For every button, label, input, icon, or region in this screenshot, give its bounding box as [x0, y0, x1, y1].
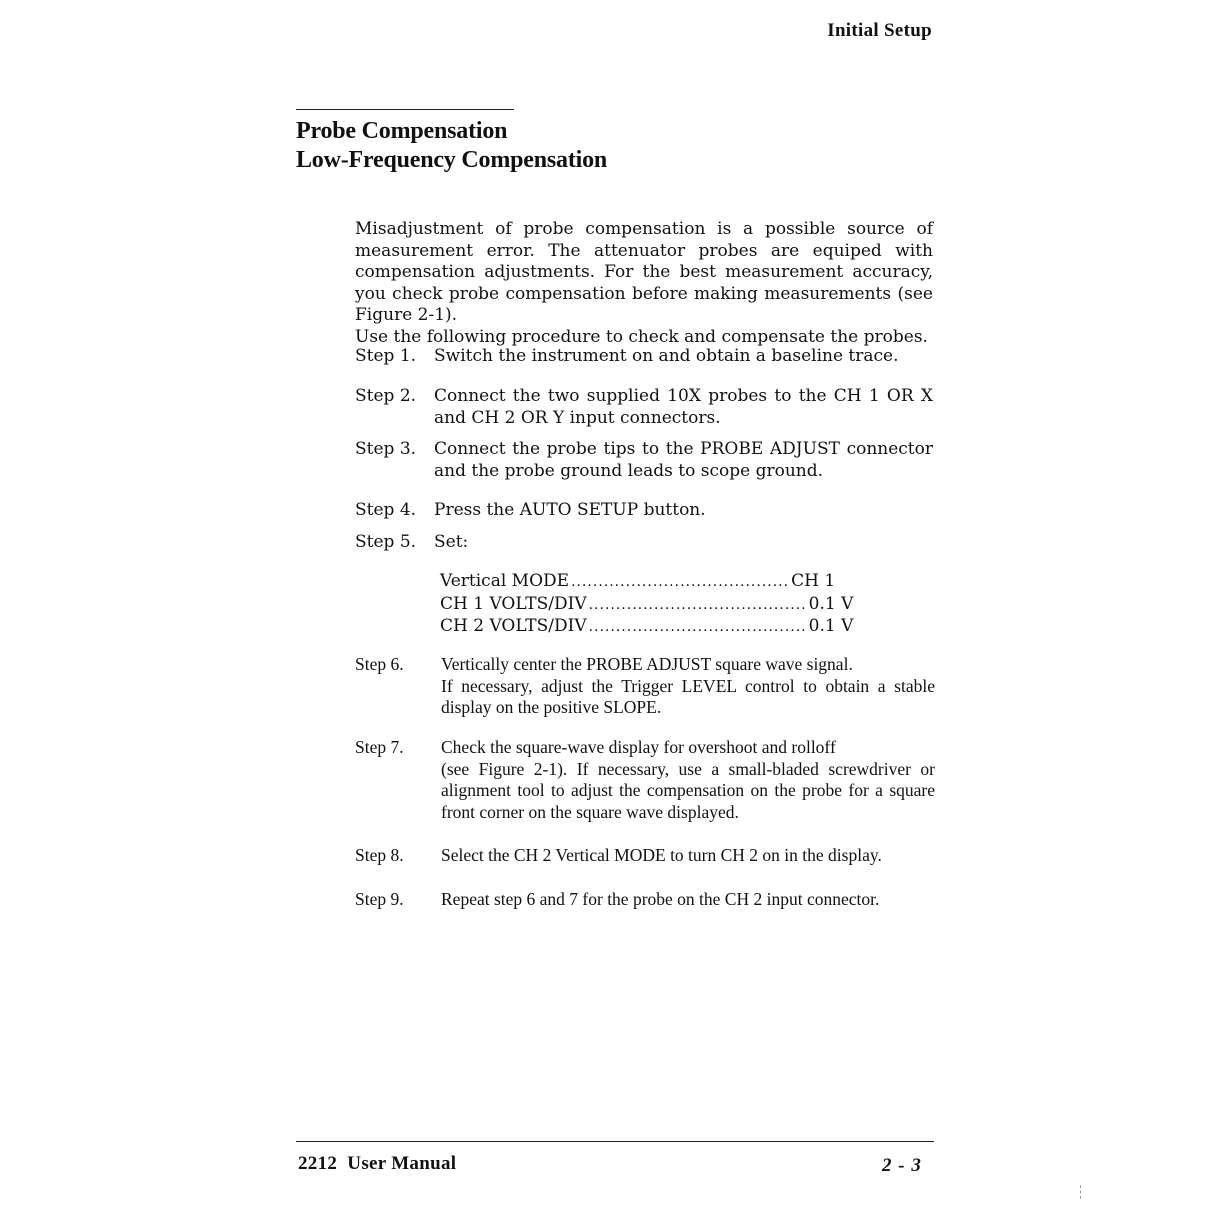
step-number: Step 4. [355, 500, 417, 520]
step-text: Connect the two supplied 10X probes to the CH 1 OR X and CH 2 OR Y input connectors. [434, 386, 933, 428]
step-text-continuation: (see Figure 2-1). If necessary, use a small-bladed screwdriver or alignment tool to adjust the compensation on the probe for a square front corner on the square wave displayed. [441, 758, 935, 822]
setting-leader-dots: ........................................ [588, 619, 807, 635]
setting-row-ch2-volts-div [440, 616, 854, 639]
step-number: Step 7. [355, 737, 404, 757]
step-text: Repeat step 6 and 7 for the probe on the CH 2 input connector. [441, 889, 880, 909]
footer-page-number: 2 - 3 [882, 1155, 922, 1176]
setting-label: Vertical MODE [440, 571, 570, 591]
step-number: Step 8. [355, 845, 404, 865]
setting-value: 0.1 V [808, 616, 854, 636]
step-text [441, 654, 935, 719]
footer-manual-title: 2212 User Manual [298, 1153, 457, 1174]
step-text: Select the CH 2 Vertical MODE to turn CH 2 on in the display. [441, 845, 882, 865]
step-number: Step 9. [355, 889, 404, 909]
step-text: Connect the probe tips to the PROBE ADJUST connector and the probe ground leads to scope ground. [434, 439, 933, 481]
setting-label: CH 1 VOLTS/DIV [440, 593, 587, 614]
setting-value: CH 1 [791, 571, 836, 591]
section-title-line-2: Low-Frequency Compensation [296, 147, 608, 173]
setting-leader-dots: ........................................ [571, 574, 790, 590]
section-title [296, 117, 607, 175]
scan-mark [1080, 1185, 1082, 1199]
setting-row-vertical-mode [440, 571, 836, 594]
step-text: Set: [434, 532, 469, 552]
running-head: Initial Setup [827, 20, 932, 41]
step-text-continuation: If necessary, adjust the Trigger LEVEL control to obtain a stable display on the positive SLOPE. [441, 675, 935, 717]
section-title-line-1: Probe Compensation [296, 118, 508, 144]
procedure-line: Use the following procedure to check and compensate the probes. [355, 326, 928, 347]
intro-text [355, 219, 933, 348]
step-number: Step 5. [355, 532, 417, 552]
step-text-line: Check the square-wave display for overshoot and rolloff [441, 737, 836, 757]
step-number: Step 1. [355, 346, 417, 366]
step-text: Switch the instrument on and obtain a baseline trace. [434, 346, 899, 366]
step-text-line: Vertically center the PROBE ADJUST square wave signal. [441, 654, 853, 674]
setting-leader-dots: ........................................ [588, 596, 807, 613]
intro-paragraph: Misadjustment of probe compensation is a possible source of measurement error. The attenuator probes are equiped with compensation adjustments. For the best measurement accuracy, you check probe compensation before making measurements (see Figure 2-1). [355, 219, 933, 325]
setting-label: CH 2 VOLTS/DIV [440, 616, 587, 636]
step-number: Step 2. [355, 386, 417, 406]
section-rule [296, 109, 514, 110]
setting-row-ch1-volts-div [440, 593, 854, 617]
step-number: Step 3. [355, 439, 417, 459]
setting-value: 0.1 V [808, 593, 854, 614]
step-number: Step 6. [355, 654, 404, 674]
settings-list [440, 571, 854, 639]
footer-rule [296, 1141, 934, 1142]
step-text [441, 737, 935, 823]
step-text: Press the AUTO SETUP button. [434, 500, 706, 520]
